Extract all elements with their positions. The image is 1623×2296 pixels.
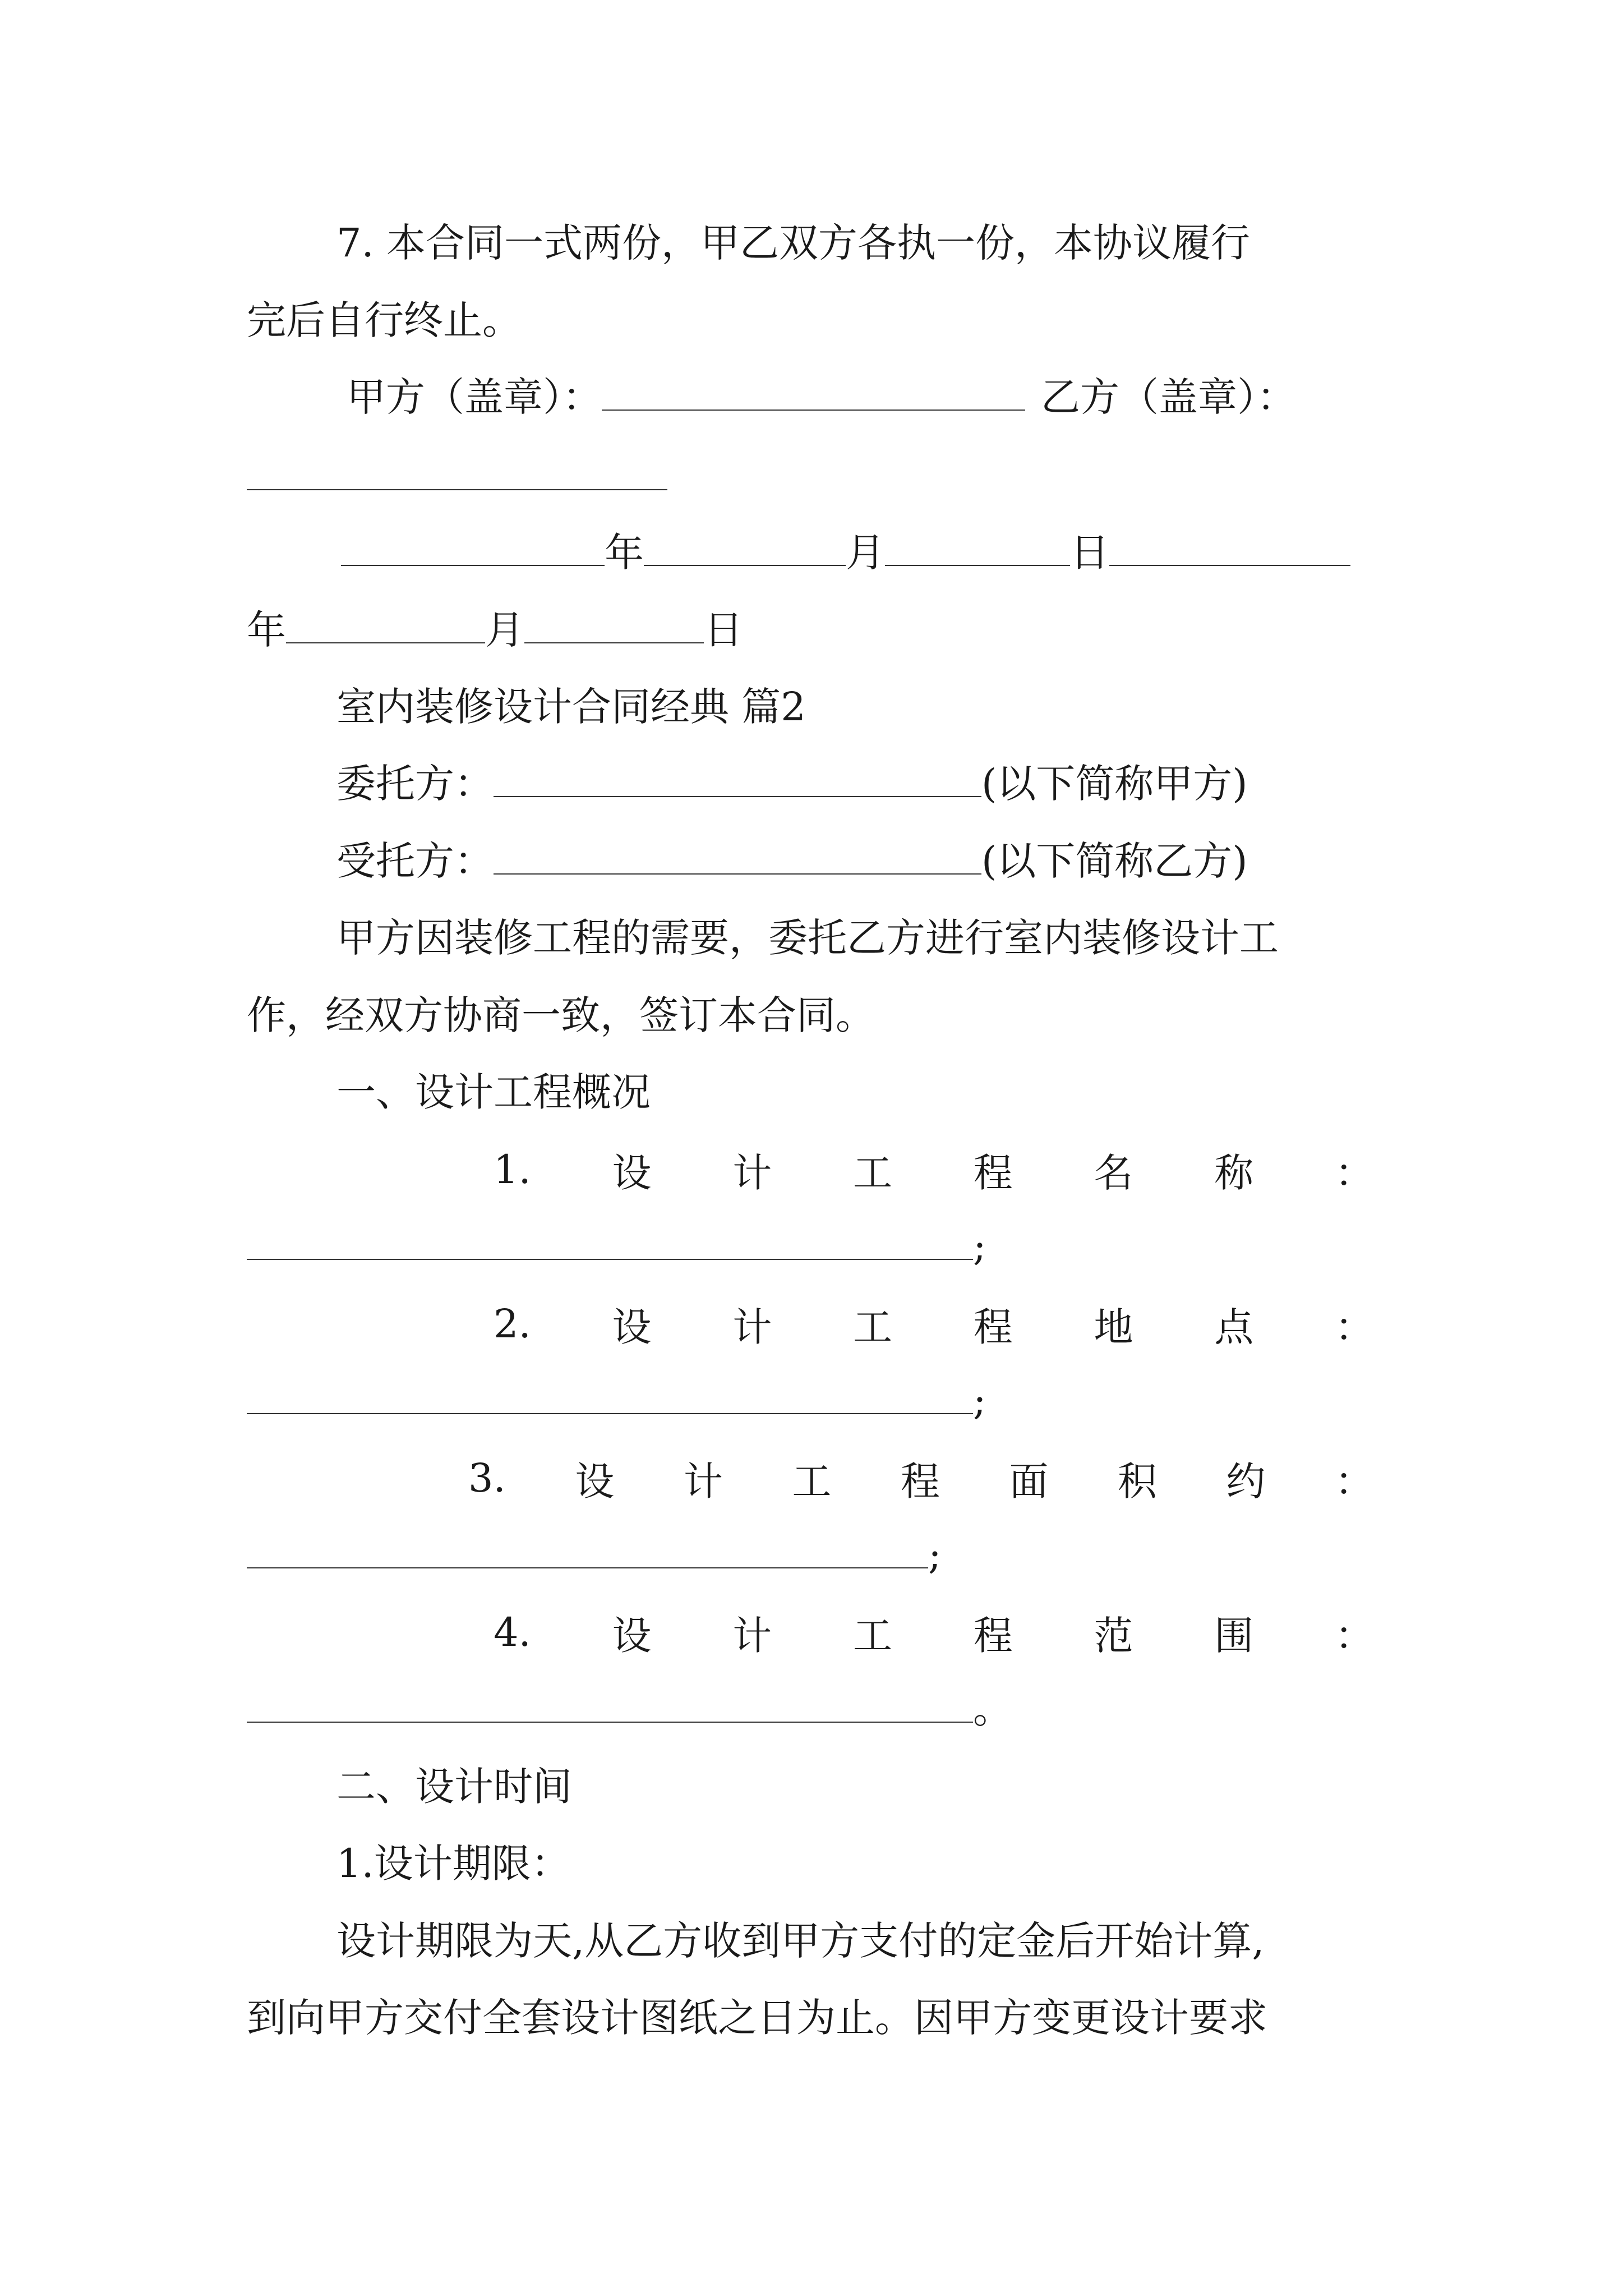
item-4-colon: ： (1334, 1612, 1374, 1659)
item-4-blank-line (247, 1681, 1012, 1737)
intro-line-2: 作，经双方协商一致，签订本合同。 (247, 992, 875, 1038)
party-a-blank (602, 375, 1025, 411)
party-b-label: 乙方（盖章）： (1041, 374, 1296, 420)
item-1-line (247, 1142, 1374, 1198)
contractor-note: (以下简称乙方) (981, 838, 1248, 884)
item-4-char-2: 计 (732, 1612, 772, 1659)
item-4-blank (247, 1687, 973, 1723)
item-3-char-2: 计 (683, 1458, 723, 1504)
item-2-num: 2. (494, 1301, 531, 1347)
part1-heading: 一、设计工程概况 (336, 1069, 651, 1115)
item-2-char-4: 程 (973, 1304, 1013, 1350)
item-2-blank-line (247, 1373, 986, 1429)
item-2-char-2: 计 (732, 1304, 772, 1350)
item-3-blank (247, 1533, 928, 1568)
year-label-2: 年 (247, 607, 286, 653)
item-4-line (247, 1604, 1374, 1660)
clause-7-line-1: 7. 本合同一式两份，甲乙双方各执一份，本协议履行 (336, 220, 1251, 266)
item-4-char-5: 范 (1094, 1612, 1133, 1659)
item-1-char-1: 设 (612, 1149, 652, 1196)
month-blank (644, 530, 846, 566)
day-blank-2 (524, 608, 704, 643)
item-1-char-3: 工 (853, 1149, 892, 1196)
item-3-char-5: 面 (1009, 1458, 1049, 1504)
month-label-2: 月 (485, 607, 524, 653)
contractor-label: 受托方： (336, 838, 494, 884)
item-4-char-4: 程 (973, 1612, 1013, 1659)
day-blank (885, 530, 1070, 566)
contractor-line (336, 833, 1248, 889)
item-4-char-1: 设 (612, 1612, 652, 1659)
client-note: (以下简称甲方) (981, 761, 1248, 807)
item-1-blank-line (247, 1218, 986, 1274)
item-1-char-4: 程 (973, 1149, 1013, 1196)
item-2-colon: ： (1334, 1304, 1374, 1350)
part2-heading: 二、设计时间 (336, 1764, 572, 1810)
item-1-char-5: 名 (1094, 1149, 1133, 1196)
intro-line-1: 甲方因装修工程的需要，委托乙方进行室内装修设计工 (336, 915, 1279, 961)
year-blank (341, 530, 605, 566)
month-blank-2 (286, 608, 485, 643)
year-label: 年 (605, 530, 644, 576)
contractor-blank (494, 839, 981, 875)
item-3-colon: ： (1334, 1458, 1374, 1504)
item-3-char-3: 工 (792, 1458, 832, 1504)
month-label: 月 (846, 530, 885, 576)
clause-7-line-2: 完后自行终止。 (247, 297, 522, 343)
item-4-char-6: 围 (1214, 1612, 1254, 1659)
item-1-colon: ： (1334, 1149, 1374, 1196)
item-2-blank (247, 1378, 973, 1414)
item-3-char-4: 程 (900, 1458, 940, 1504)
item-3-char-7: 约 (1226, 1458, 1266, 1504)
item-2-end: ; (973, 1378, 986, 1424)
item-3-line (247, 1450, 1374, 1506)
date-line-1 (341, 524, 1350, 581)
item-3-char-1: 设 (575, 1458, 615, 1504)
client-line (336, 756, 1248, 812)
client-blank (494, 761, 981, 797)
date-line-2 (247, 602, 743, 658)
section-title: 室内装修设计合同经典 篇2 (336, 684, 806, 730)
item-1-char-2: 计 (732, 1149, 772, 1196)
item-1-num: 1. (494, 1147, 531, 1193)
party-b-blank-line (247, 449, 667, 505)
year-blank-2 (1109, 530, 1350, 566)
item-3-blank-line (247, 1527, 942, 1583)
item-1-end: ; (973, 1223, 986, 1269)
item-1-char-6: 称 (1214, 1149, 1254, 1196)
item-4-char-3: 工 (853, 1612, 892, 1659)
part2-sub-1: 1.设计期限： (336, 1841, 570, 1887)
item-2-char-5: 地 (1094, 1304, 1133, 1350)
day-label-2: 日 (704, 607, 743, 653)
item-2-char-3: 工 (853, 1304, 892, 1350)
signature-line (347, 369, 1296, 425)
item-2-line (247, 1296, 1374, 1352)
item-3-num: 3. (468, 1455, 506, 1501)
day-label: 日 (1070, 530, 1109, 576)
item-4-end: 。 (973, 1686, 1012, 1732)
item-3-char-6: 积 (1117, 1458, 1157, 1504)
party-b-blank (247, 454, 667, 490)
item-3-end: ; (928, 1532, 942, 1578)
client-label: 委托方： (336, 761, 494, 807)
part2-para-line-2: 到向甲方交付全套设计图纸之日为止。因甲方变更设计要求 (247, 1995, 1267, 2041)
part2-para-line-1: 设计期限为天,从乙方收到甲方支付的定金后开始计算, (336, 1918, 1265, 1964)
item-4-num: 4. (494, 1609, 531, 1655)
item-2-char-6: 点 (1214, 1304, 1254, 1350)
item-1-blank (247, 1224, 973, 1260)
party-a-label: 甲方（盖章）： (347, 374, 602, 420)
item-2-char-1: 设 (612, 1304, 652, 1350)
